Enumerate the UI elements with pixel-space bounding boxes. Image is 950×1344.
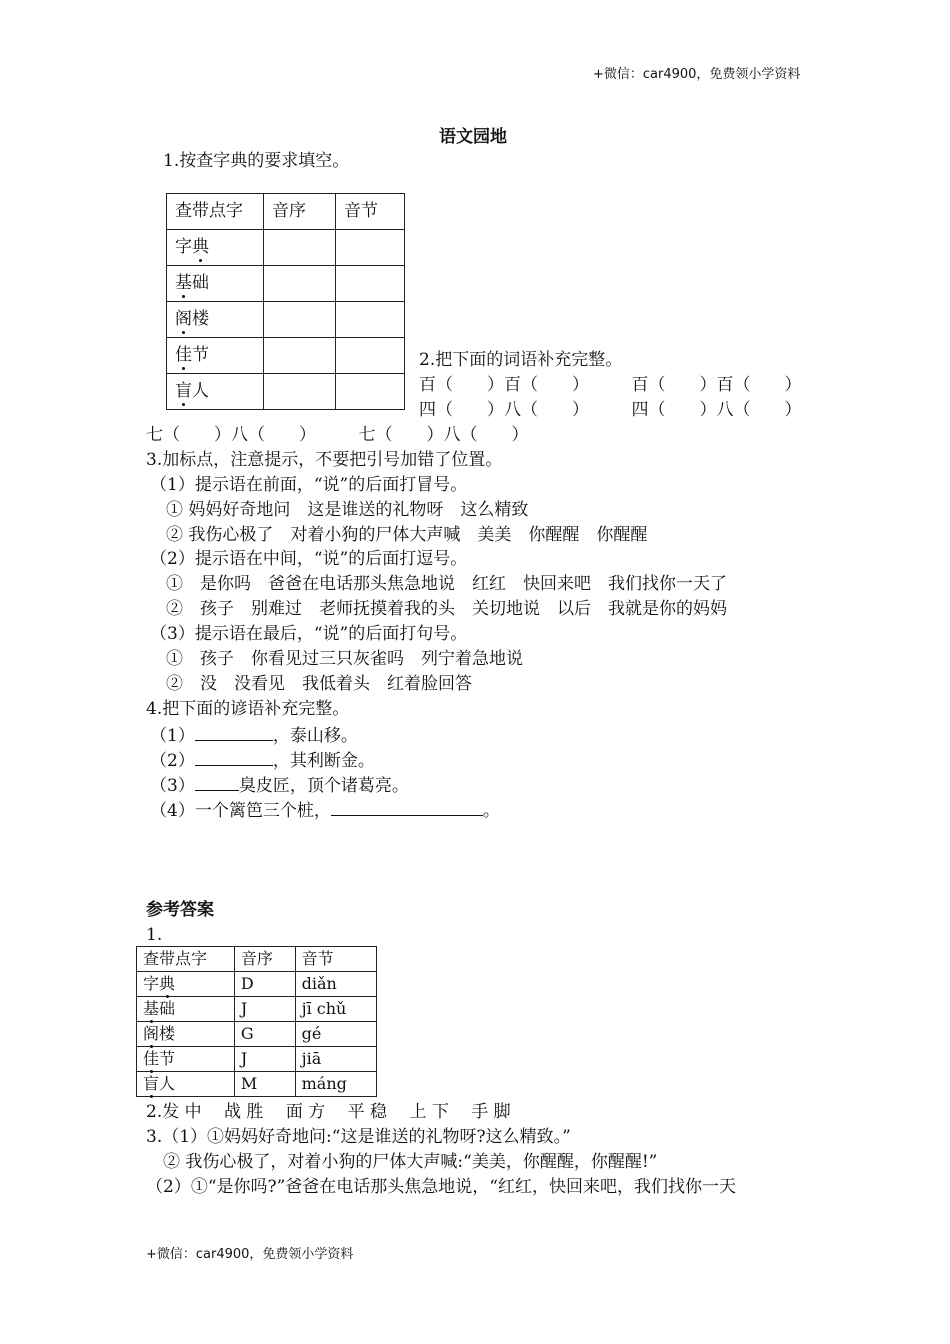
q1-row-word: 佳节	[167, 338, 264, 374]
footer-note: +微信：car4900，免费领小学资料	[146, 1247, 354, 1262]
answers-q3-line: （2）①“是你吗?”爸爸在电话那头焦急地说，“红红，快回来吧，我们找你一天	[146, 1177, 737, 1197]
q4-blank[interactable]	[195, 751, 273, 766]
page-title: 语文园地	[439, 127, 507, 147]
q4-blank[interactable]	[195, 726, 273, 741]
answers-row-word: 盲人	[137, 1072, 235, 1097]
answers-syllable: jiā	[295, 1047, 376, 1072]
answers-row-word: 字典	[137, 972, 235, 997]
q3-line: ② 没 没看见 我低着头 红着脸回答	[166, 674, 472, 694]
answers-q1-label: 1.	[146, 925, 163, 945]
q1-syllable-cell[interactable]	[336, 338, 405, 374]
q3-line: ① 妈妈好奇地问 这是谁送的礼物呀 这么精致	[166, 500, 529, 520]
q1-order-cell[interactable]	[264, 230, 336, 266]
answers-title: 参考答案	[146, 900, 214, 920]
answers-syllable: diǎn	[295, 972, 376, 997]
q4-item: （1） ，泰山移。	[150, 726, 358, 746]
q4-item: （4）一个篱笆三个桩， 。	[150, 801, 500, 821]
q3-line: （3）提示语在最后，“说”的后面打句号。	[150, 624, 468, 644]
q4-prompt: 4.把下面的谚语补充完整。	[146, 699, 350, 719]
answers-row-word: 基础	[137, 997, 235, 1022]
q3-line: ① 是你吗 爸爸在电话那头焦急地说 红红 快回来吧 我们找你一天了	[166, 574, 727, 594]
q1-syllable-cell[interactable]	[336, 266, 405, 302]
answers-q3-line: 3.（1）①妈妈好奇地问:“这是谁送的礼物呀?这么精致。”	[146, 1127, 571, 1147]
answers-row-word: 阁楼	[137, 1022, 235, 1047]
answers-q2: 2.发 中 战 胜 面 方 平 稳 上 下 手 脚	[146, 1102, 511, 1122]
q1-table	[166, 193, 405, 410]
q4-item: （2） ，其利断金。	[150, 751, 375, 771]
q2-line-1: 百（ ）百（ ） 百（ ）百（ ）	[419, 375, 802, 395]
answers-order: M	[234, 1072, 295, 1097]
answers-order: G	[234, 1022, 295, 1047]
q2-prompt: 2.把下面的词语补充完整。	[419, 350, 623, 370]
q1-row-word: 字典	[167, 230, 264, 266]
answers-order: J	[234, 1047, 295, 1072]
answers-syllable: gé	[295, 1022, 376, 1047]
q2-line-2: 四（ ）八（ ） 四（ ）八（ ）	[419, 400, 802, 420]
answers-header-char: 查带点字	[137, 947, 235, 972]
q3-prompt: 3.加标点，注意提示，不要把引号加错了位置。	[146, 450, 503, 470]
q3-line: （1）提示语在前面，“说”的后面打冒号。	[150, 475, 468, 495]
answers-syllable: máng	[295, 1072, 376, 1097]
answers-order: J	[234, 997, 295, 1022]
answers-header-syllable: 音节	[295, 947, 376, 972]
q4-item: （3） 臭皮匠，顶个诸葛亮。	[150, 776, 409, 796]
header-note: +微信：car4900，免费领小学资料	[593, 67, 801, 82]
q4-blank[interactable]	[331, 801, 483, 816]
q3-line: （2）提示语在中间，“说”的后面打逗号。	[150, 549, 468, 569]
answers-q3-line: ② 我伤心极了，对着小狗的尸体大声喊:“美美，你醒醒，你醒醒!”	[146, 1152, 658, 1172]
answers-header-order: 音序	[234, 947, 295, 972]
q2-line-3: 七（ ）八（ ） 七（ ）八（ ）	[146, 425, 529, 445]
q1-order-cell[interactable]	[264, 266, 336, 302]
q1-order-cell[interactable]	[264, 302, 336, 338]
q1-header-char: 查带点字	[167, 194, 264, 230]
q1-syllable-cell[interactable]	[336, 302, 405, 338]
q3-line: ② 孩子 别难过 老师抚摸着我的头 关切地说 以后 我就是你的妈妈	[166, 599, 727, 619]
q1-syllable-cell[interactable]	[336, 230, 405, 266]
q1-row-word: 盲人	[167, 374, 264, 410]
q1-header-order: 音序	[264, 194, 336, 230]
q1-prompt: 1.按查字典的要求填空。	[163, 151, 350, 171]
q1-order-cell[interactable]	[264, 338, 336, 374]
answers-order: D	[234, 972, 295, 997]
q1-order-cell[interactable]	[264, 374, 336, 410]
q1-header-syllable: 音节	[336, 194, 405, 230]
q1-row-word: 基础	[167, 266, 264, 302]
q1-syllable-cell[interactable]	[336, 374, 405, 410]
q3-line: ① 孩子 你看见过三只灰雀吗 列宁着急地说	[166, 649, 523, 669]
q3-line: ② 我伤心极了 对着小狗的尸体大声喊 美美 你醒醒 你醒醒	[166, 525, 648, 545]
q1-row-word: 阁楼	[167, 302, 264, 338]
answers-row-word: 佳节	[137, 1047, 235, 1072]
q4-blank[interactable]	[195, 776, 239, 791]
answers-syllable: jī chǔ	[295, 997, 376, 1022]
answers-table	[136, 946, 377, 1097]
